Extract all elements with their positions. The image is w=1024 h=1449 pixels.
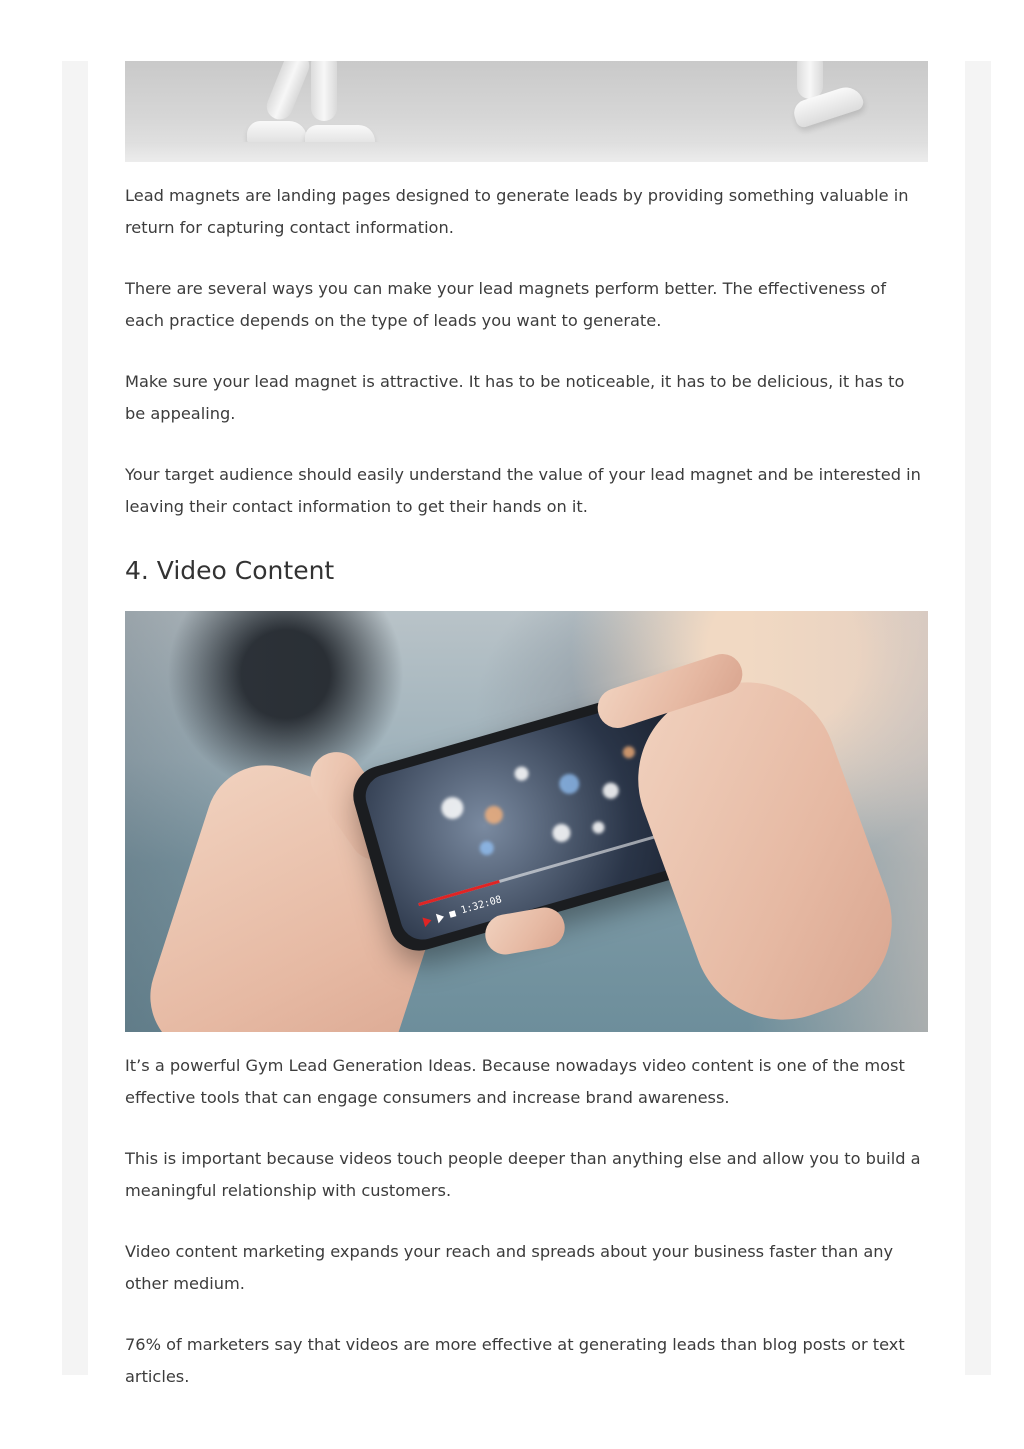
paragraph: Lead magnets are landing pages designed to generate leads by providing something valuable in return for capturing contact information.	[125, 186, 909, 237]
paragraph: This is important because videos touch people deeper than anything else and allow you to build a meaningful relationship with customers.	[125, 1149, 921, 1200]
left-gutter	[62, 61, 88, 1375]
paragraph: There are several ways you can make your lead magnets perform better. The effectiveness of each practice depends on the type of leads you want to generate.	[125, 279, 887, 330]
play-icon[interactable]	[422, 915, 432, 927]
paragraph: It’s a powerful Gym Lead Generation Ideas. Because nowadays video content is one of the most effective tools that can engage consumers and increase brand awareness.	[125, 1056, 905, 1107]
figure-illustration-legs	[125, 61, 928, 162]
right-gutter	[965, 61, 991, 1375]
paragraph: Your target audience should easily understand the value of your lead magnet and be interested in leaving their contact information to get their hands on it.	[125, 465, 921, 516]
article-body	[125, 61, 928, 1393]
video-on-phone-photo	[125, 611, 928, 1032]
volume-icon[interactable]	[449, 910, 456, 917]
paragraph: Video content marketing expands your reach and spreads about your business faster than any other medium.	[125, 1242, 894, 1293]
paragraph: Make sure your lead magnet is attractive. It has to be noticeable, it has to be delicious, it has to be appealing.	[125, 372, 905, 423]
section-heading: 4. Video Content	[125, 556, 335, 585]
video-timestamp: 1:32:08	[459, 894, 504, 917]
paragraph: 76% of marketers say that videos are more effective at generating leads than blog posts or text articles.	[125, 1335, 905, 1386]
skip-next-icon[interactable]	[436, 911, 445, 923]
